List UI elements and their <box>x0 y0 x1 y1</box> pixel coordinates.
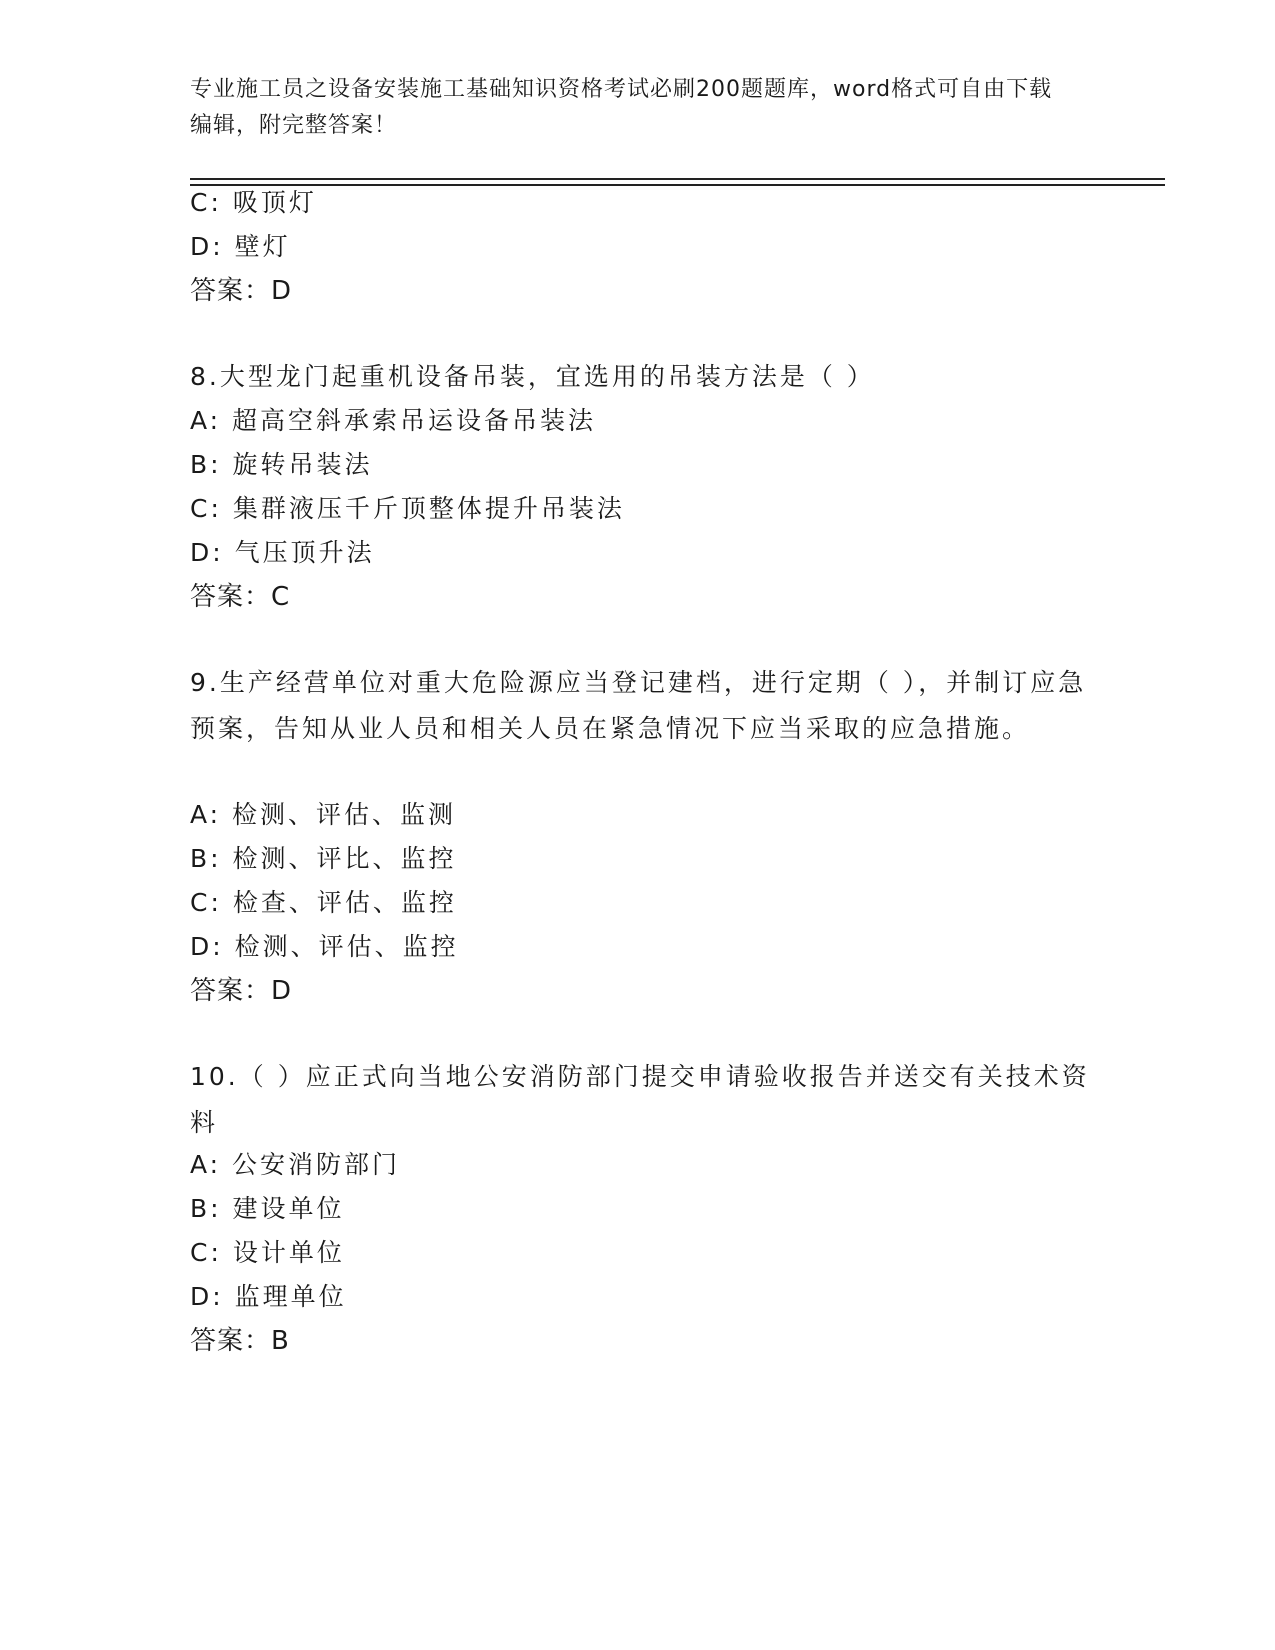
option-b: B: 建设单位 <box>190 1194 345 1223</box>
option-a: A: 检测、评估、监测 <box>190 800 457 829</box>
option-a: A: 公安消防部门 <box>190 1150 401 1179</box>
question-stem: 9.生产经营单位对重大危险源应当登记建档，进行定期（ ），并制订应急预案，告知从业人员和相关人员在紧急情况下应当采取的应急措施。 <box>190 668 1087 743</box>
option-d: D: 壁灯 <box>190 232 291 261</box>
option-d: D: 气压顶升法 <box>190 538 375 567</box>
question-stem: 10.（ ）应正式向当地公安消防部门提交申请验收报告并送交有关技术资料 <box>190 1062 1090 1137</box>
option-a: A: 超高空斜承索吊运设备吊装法 <box>190 406 597 435</box>
document-header: 专业施工员之设备安装施工基础知识资格考试必刷200题题库，word格式可自由下载编辑，附完整答案！ <box>190 77 1053 138</box>
answer-line: 答案：D <box>190 276 293 306</box>
header-divider <box>190 178 1165 180</box>
answer-line: 答案：D <box>190 976 293 1006</box>
option-c: C: 集群液压千斤顶整体提升吊装法 <box>190 494 625 523</box>
option-d: D: 检测、评估、监控 <box>190 932 459 961</box>
header-divider-double <box>190 184 1165 186</box>
option-c: C: 设计单位 <box>190 1238 345 1267</box>
option-d: D: 监理单位 <box>190 1282 347 1311</box>
option-b: B: 旋转吊装法 <box>190 450 373 479</box>
option-c: C: 吸顶灯 <box>190 188 317 217</box>
question-stem: 8.大型龙门起重机设备吊装，宜选用的吊装方法是（ ） <box>190 362 875 391</box>
option-b: B: 检测、评比、监控 <box>190 844 457 873</box>
answer-line: 答案：B <box>190 1326 290 1356</box>
option-c: C: 检查、评估、监控 <box>190 888 457 917</box>
answer-line: 答案：C <box>190 582 291 612</box>
